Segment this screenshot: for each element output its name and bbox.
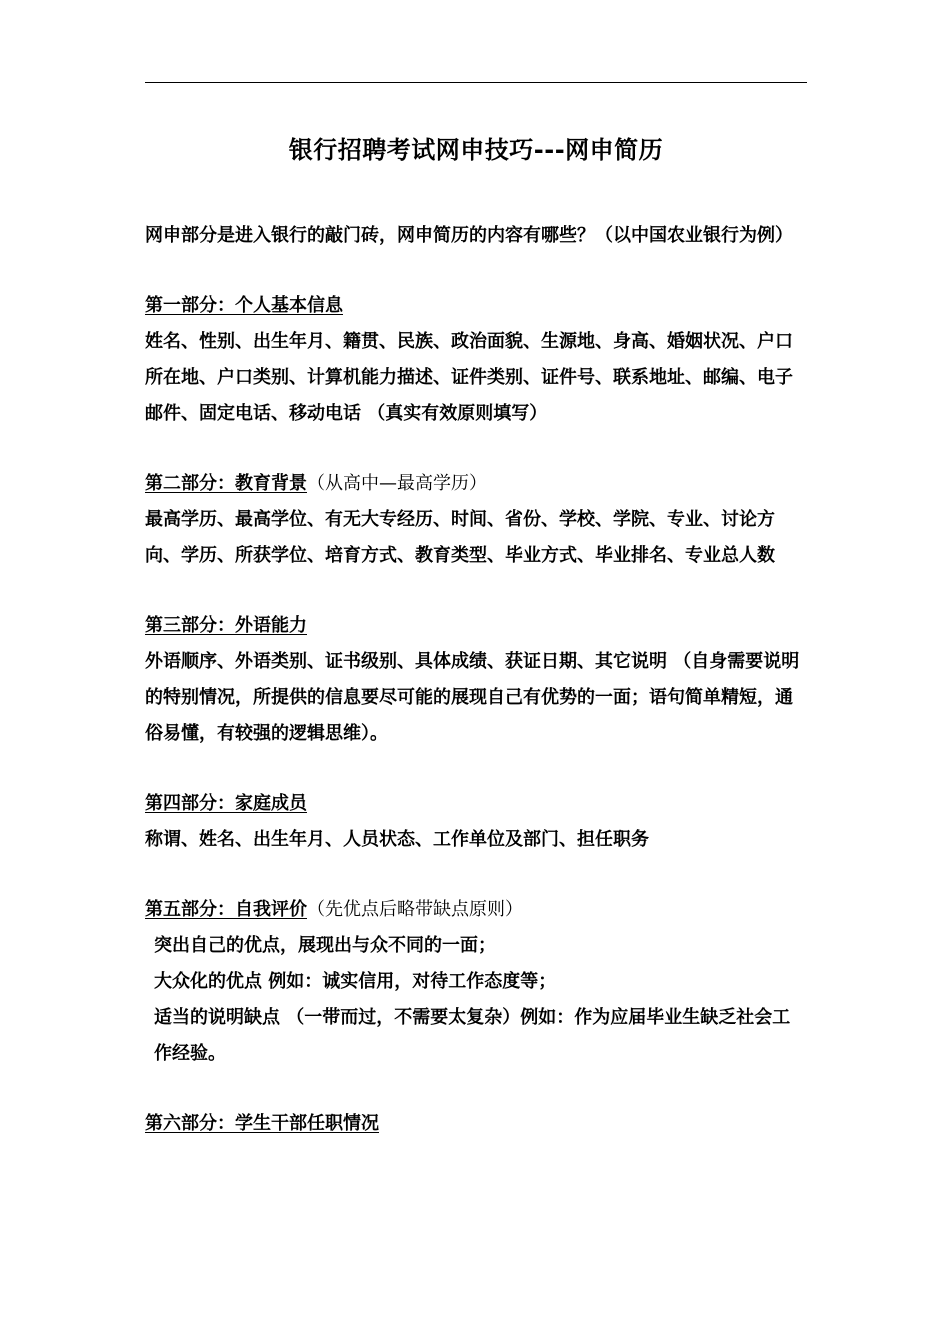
- section-heading: 第一部分：个人基本信息: [145, 295, 343, 316]
- section-family: [145, 786, 807, 858]
- section-heading: 第三部分：外语能力: [145, 615, 307, 636]
- section-body: 姓名、性别、出生年月、籍贯、民族、政治面貌、生源地、身高、婚姻状况、户口所在地、户口类别、计算机能力描述、证件类别、证件号、联系地址、邮编、电子邮件、固定电话、移动电话 （真实有效原则填写）: [145, 331, 793, 424]
- header-rule: [145, 82, 807, 83]
- evaluation-item: 大众化的优点 例如：诚实信用，对待工作态度等；: [154, 971, 557, 992]
- section-heading: 第四部分：家庭成员: [145, 793, 307, 814]
- section-heading-note: （从高中—最高学历）: [307, 473, 487, 494]
- section-body: 称谓、姓名、出生年月、人员状态、工作单位及部门、担任职务: [145, 829, 649, 850]
- section-student-leadership: [145, 1106, 807, 1142]
- document-body: [145, 218, 807, 1142]
- section-personal-info: [145, 288, 807, 432]
- section-heading: 第六部分：学生干部任职情况: [145, 1113, 379, 1134]
- evaluation-item: 适当的说明缺点 （一带而过，不需要太复杂）例如：作为应届毕业生缺乏社会工作经验。: [154, 1007, 791, 1064]
- section-foreign-language: [145, 608, 807, 752]
- section-self-evaluation: [145, 892, 807, 1072]
- intro-paragraph: 网申部分是进入银行的敲门砖，网申简历的内容有哪些？（以中国农业银行为例）: [145, 225, 793, 246]
- section-heading-note: （先优点后略带缺点原则）: [307, 899, 523, 920]
- document-title: 银行招聘考试网申技巧---网申简历: [288, 136, 664, 164]
- section-education: [145, 466, 807, 574]
- section-heading: 第二部分：教育背景: [145, 473, 307, 494]
- section-body: 外语顺序、外语类别、证书级别、具体成绩、获证日期、其它说明 （自身需要说明的特别情况，所提供的信息要尽可能的展现自己有优势的一面；语句简单精短，通俗易懂，有较强的逻辑思维）。: [145, 651, 800, 744]
- section-body: 最高学历、最高学位、有无大专经历、时间、省份、学校、学院、专业、讨论方向、学历、所获学位、培育方式、教育类型、毕业方式、毕业排名、专业总人数: [145, 509, 775, 566]
- section-heading: 第五部分：自我评价: [145, 899, 307, 920]
- evaluation-item: 突出自己的优点，展现出与众不同的一面；: [154, 935, 496, 956]
